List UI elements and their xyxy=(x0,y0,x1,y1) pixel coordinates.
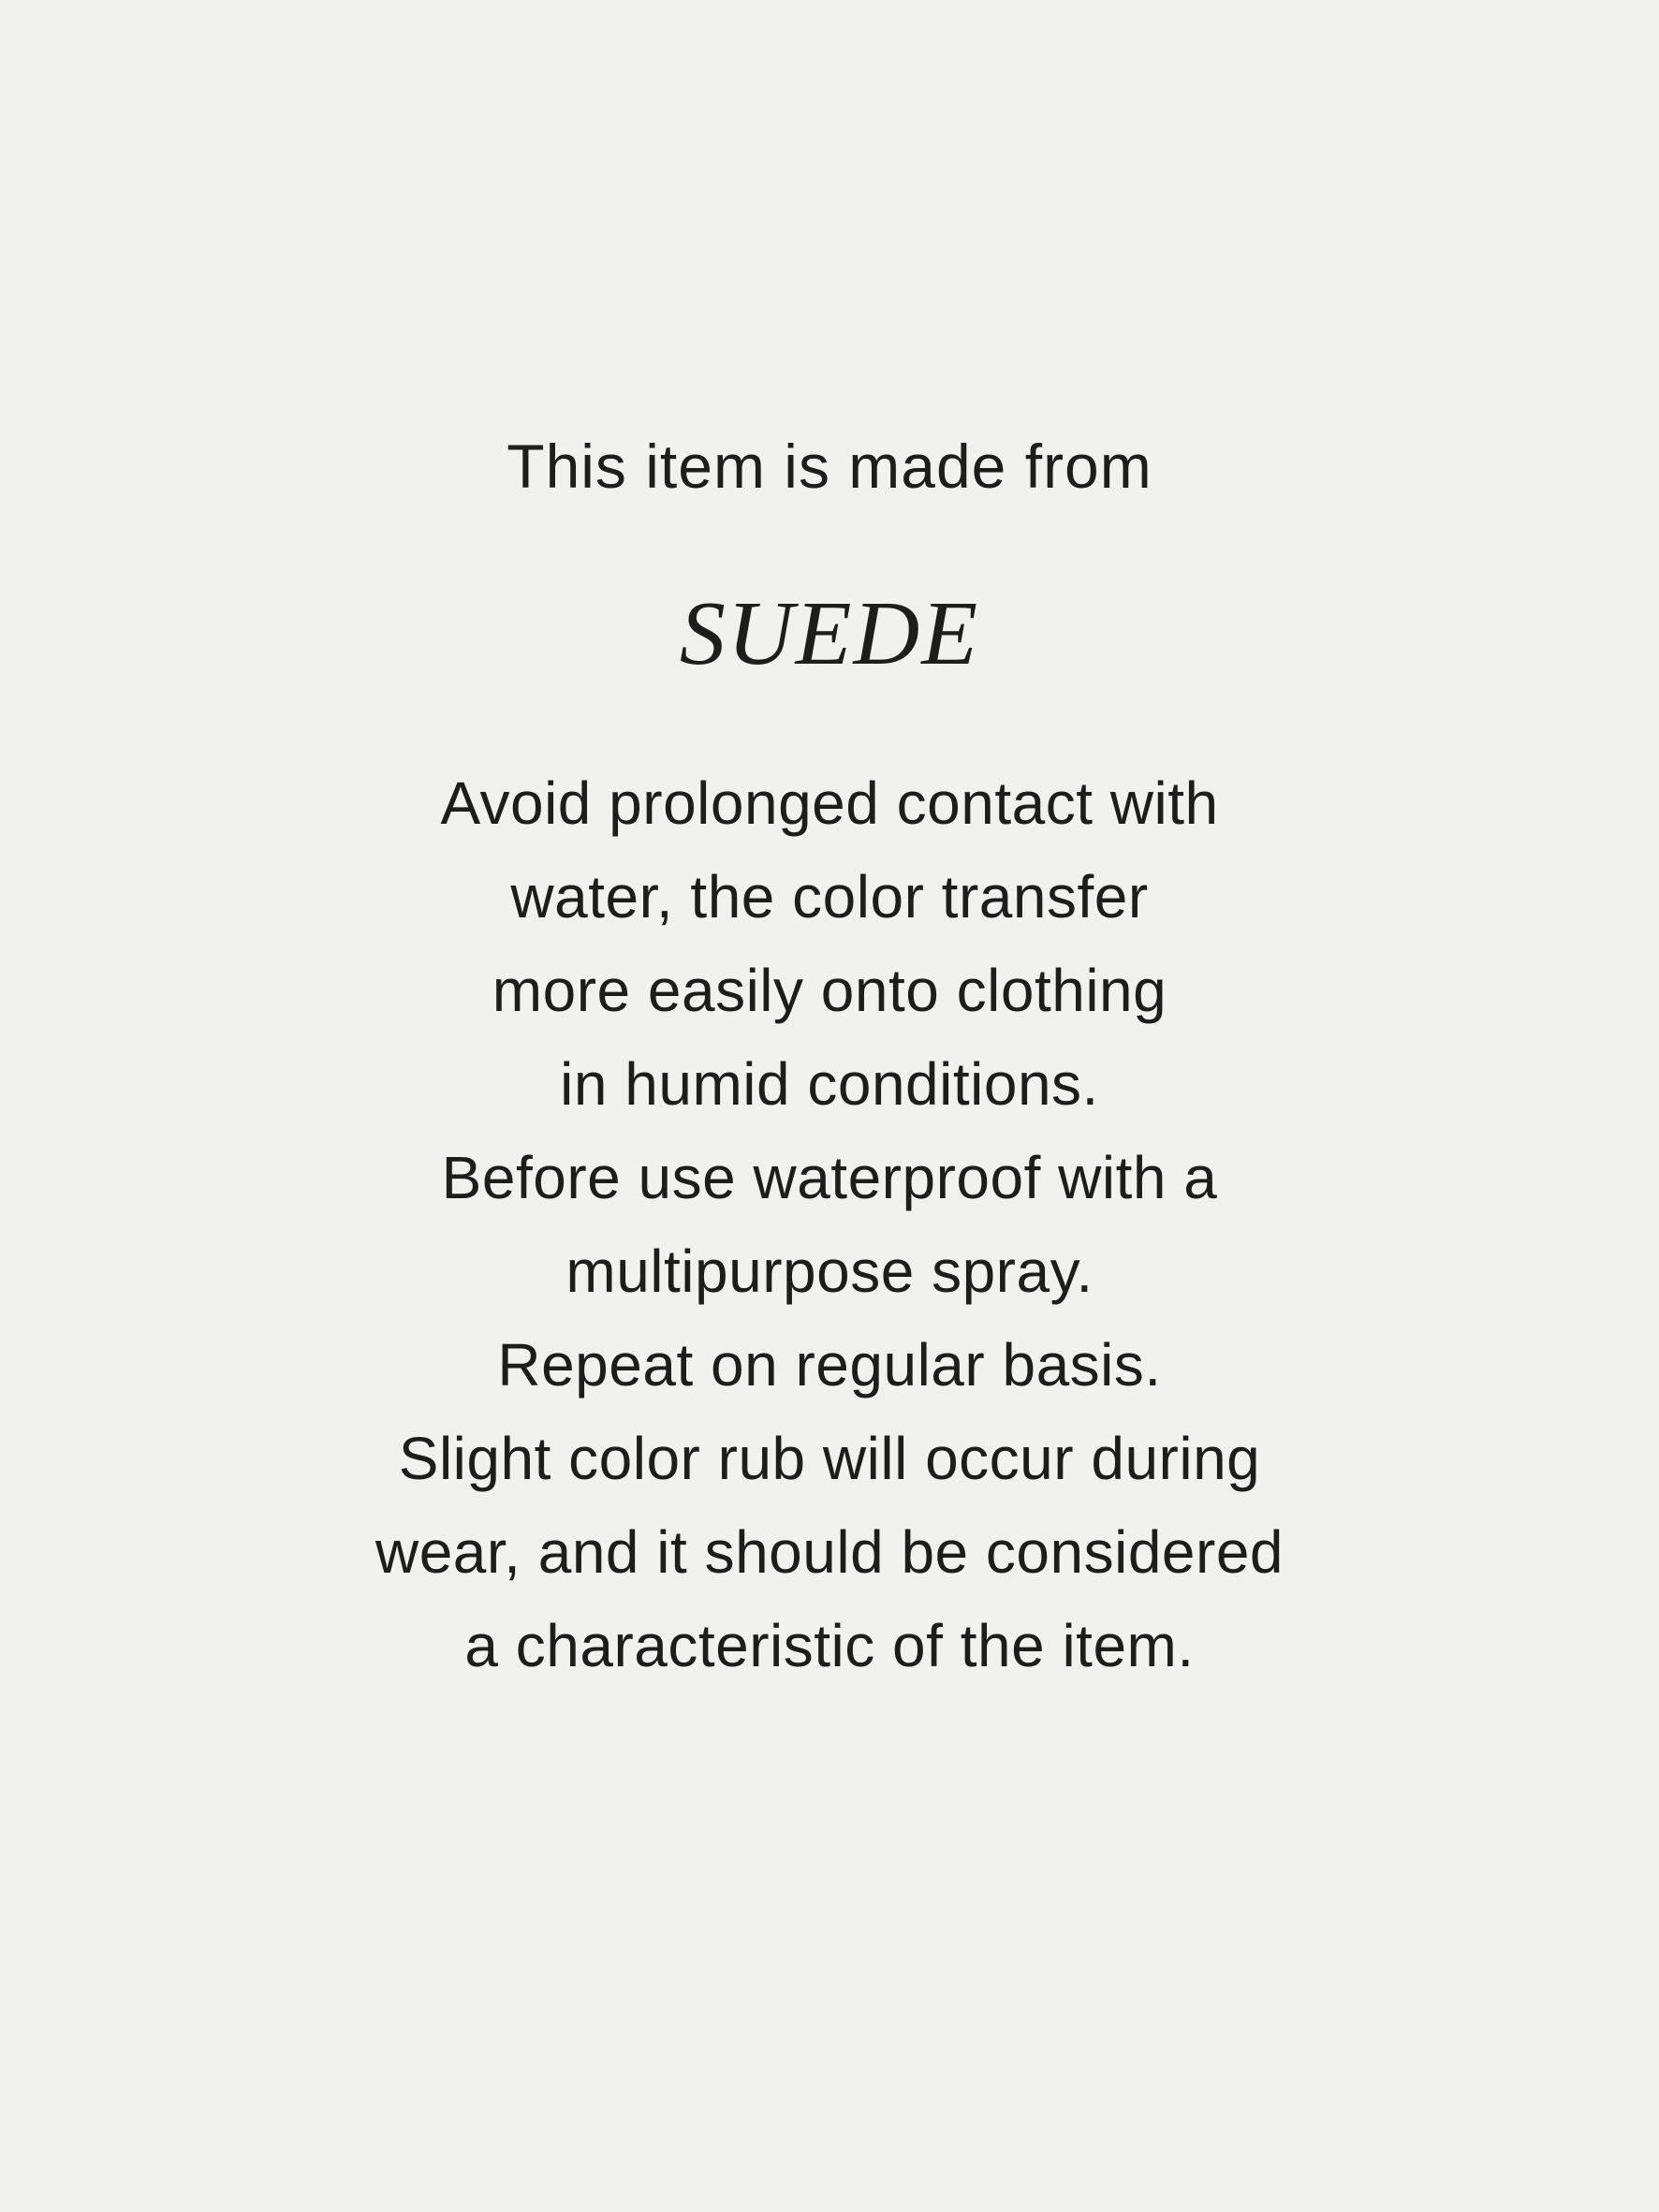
care-line: more easily onto clothing xyxy=(492,957,1167,1024)
care-line: Slight color rub will occur during xyxy=(398,1425,1261,1492)
care-line: Repeat on regular basis. xyxy=(497,1331,1162,1399)
intro-text: This item is made from xyxy=(507,432,1152,501)
care-line: a characteristic of the item. xyxy=(464,1612,1195,1679)
care-line: Avoid prolonged contact with xyxy=(440,769,1219,837)
care-line: water, the color transfer xyxy=(510,863,1149,930)
care-line: multipurpose spray. xyxy=(565,1238,1094,1305)
care-line: Before use waterproof with a xyxy=(441,1144,1218,1211)
material-name: SUEDE xyxy=(679,583,980,684)
care-line: in humid conditions. xyxy=(560,1050,1099,1118)
care-instructions xyxy=(375,756,1284,1692)
care-line: wear, and it should be considered xyxy=(374,1518,1285,1586)
